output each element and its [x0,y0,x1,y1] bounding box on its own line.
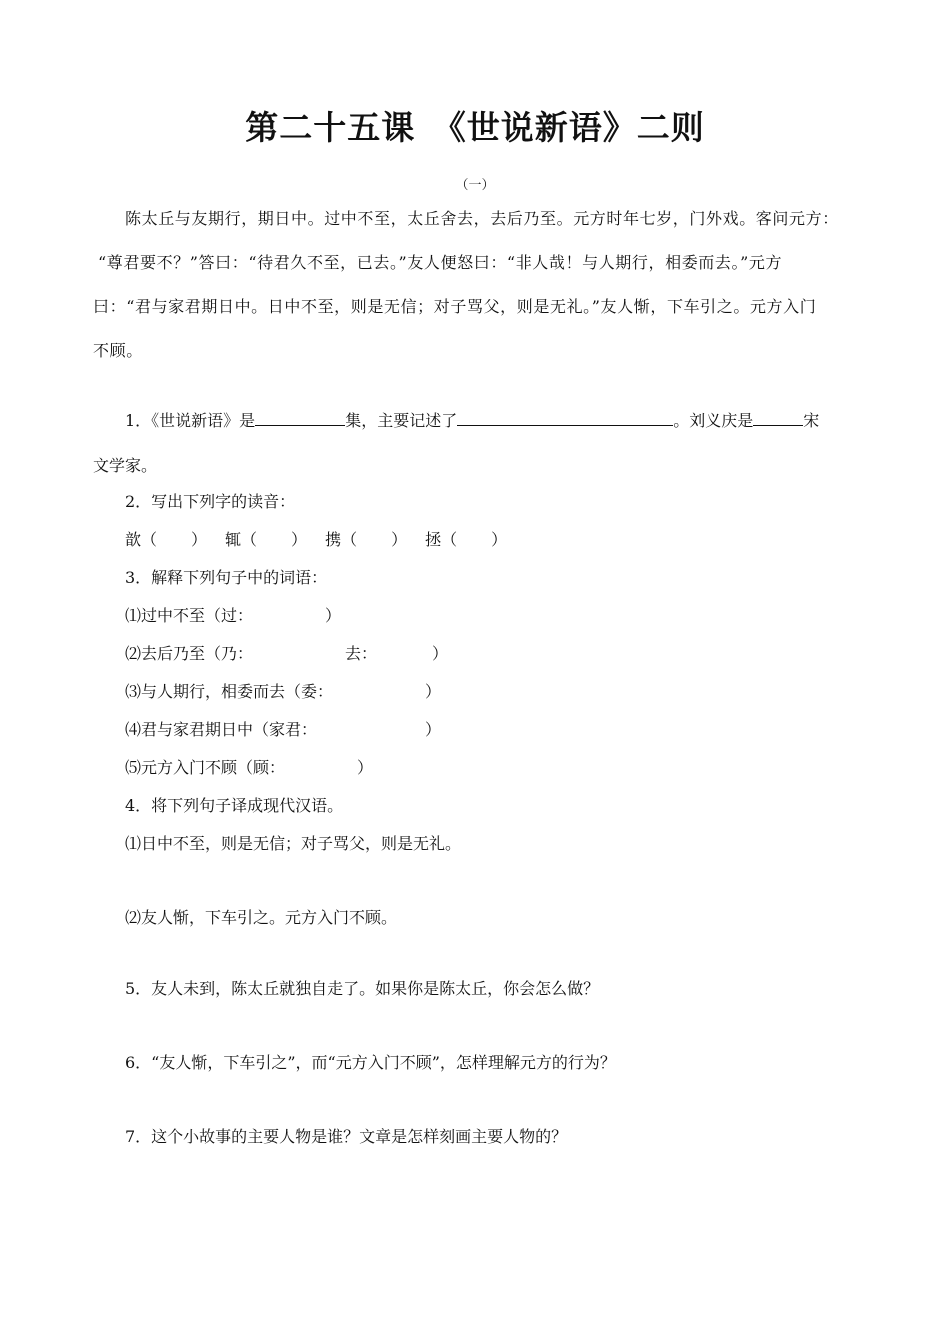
q3-item: ⑸元方入门不顾（顾： ） [125,758,374,777]
question-5: 5．友人未到，陈太丘就独自走了。如果你是陈太丘，你会怎么做？ [125,979,600,998]
q1-blank-content[interactable] [457,411,673,426]
question-1-continued: 文学家。 [93,456,158,475]
passage-line: 陈太丘与友期行，期日中。过中不至，太丘舍去，去后乃至。元方时年七岁，门外戏。客问元方： [125,209,839,228]
char-xie: 携（ [325,530,358,549]
q3-item: ⑷君与家君期日中（家君： ） [125,720,442,739]
char-zhe: 辄（ [225,530,258,549]
question-3-prompt: 3．解释下列句子中的词语： [125,568,328,587]
q1-text-c: 。刘义庆是 [673,411,754,430]
q1-text-b: 集，主要记述了 [345,411,458,430]
q1-blank-genre[interactable] [255,411,345,426]
char-zheng: 拯（ [425,530,458,549]
q3-item: ⑵去后乃至（乃： 去： ） [125,644,449,663]
section-marker: （一） [455,178,495,193]
lesson-title: 第二十五课 《世说新语》二则 [245,108,705,147]
q3-item: ⑶与人期行，相委而去（委： ） [125,682,442,701]
q4-item: ⑵友人惭，下车引之。元方入门不顾。 [125,908,398,927]
char-xin: 歆（ [125,530,158,549]
q4-item: ⑴日中不至，则是无信；对子骂父，则是无礼。 [125,834,462,853]
passage-line: 不顾。 [93,341,143,360]
q1-blank-dynasty[interactable] [753,411,803,426]
question-7: 7．这个小故事的主要人物是谁？文章是怎样刻画主要人物的？ [125,1127,568,1146]
question-4-prompt: 4．将下列句子译成现代汉语。 [125,796,344,815]
question-1 [125,408,819,431]
question-2-prompt: 2．写出下列字的读音： [125,492,296,511]
passage-line: 曰：“君与家君期日中。日中不至，则是无信；对子骂父，则是无礼。”友人惭，下车引之。元方入门 [93,297,817,316]
passage-line: “尊君要不？”答曰：“待君久不至，已去。”友人便怒曰：“非人哉！与人期行，相委而去。”元方 [98,253,783,272]
q1-text-d: 宋 [803,411,820,430]
question-2-chars: 歆（ ） 辄（ ） 携（ ） 拯（ ） [125,530,508,549]
q1-text-a: 1．《世说新语》是 [125,411,256,430]
q3-item: ⑴过中不至（过： ） [125,606,342,625]
question-6: 6．“友人惭，下车引之”，而“元方入门不顾”，怎样理解元方的行为？ [125,1053,616,1072]
